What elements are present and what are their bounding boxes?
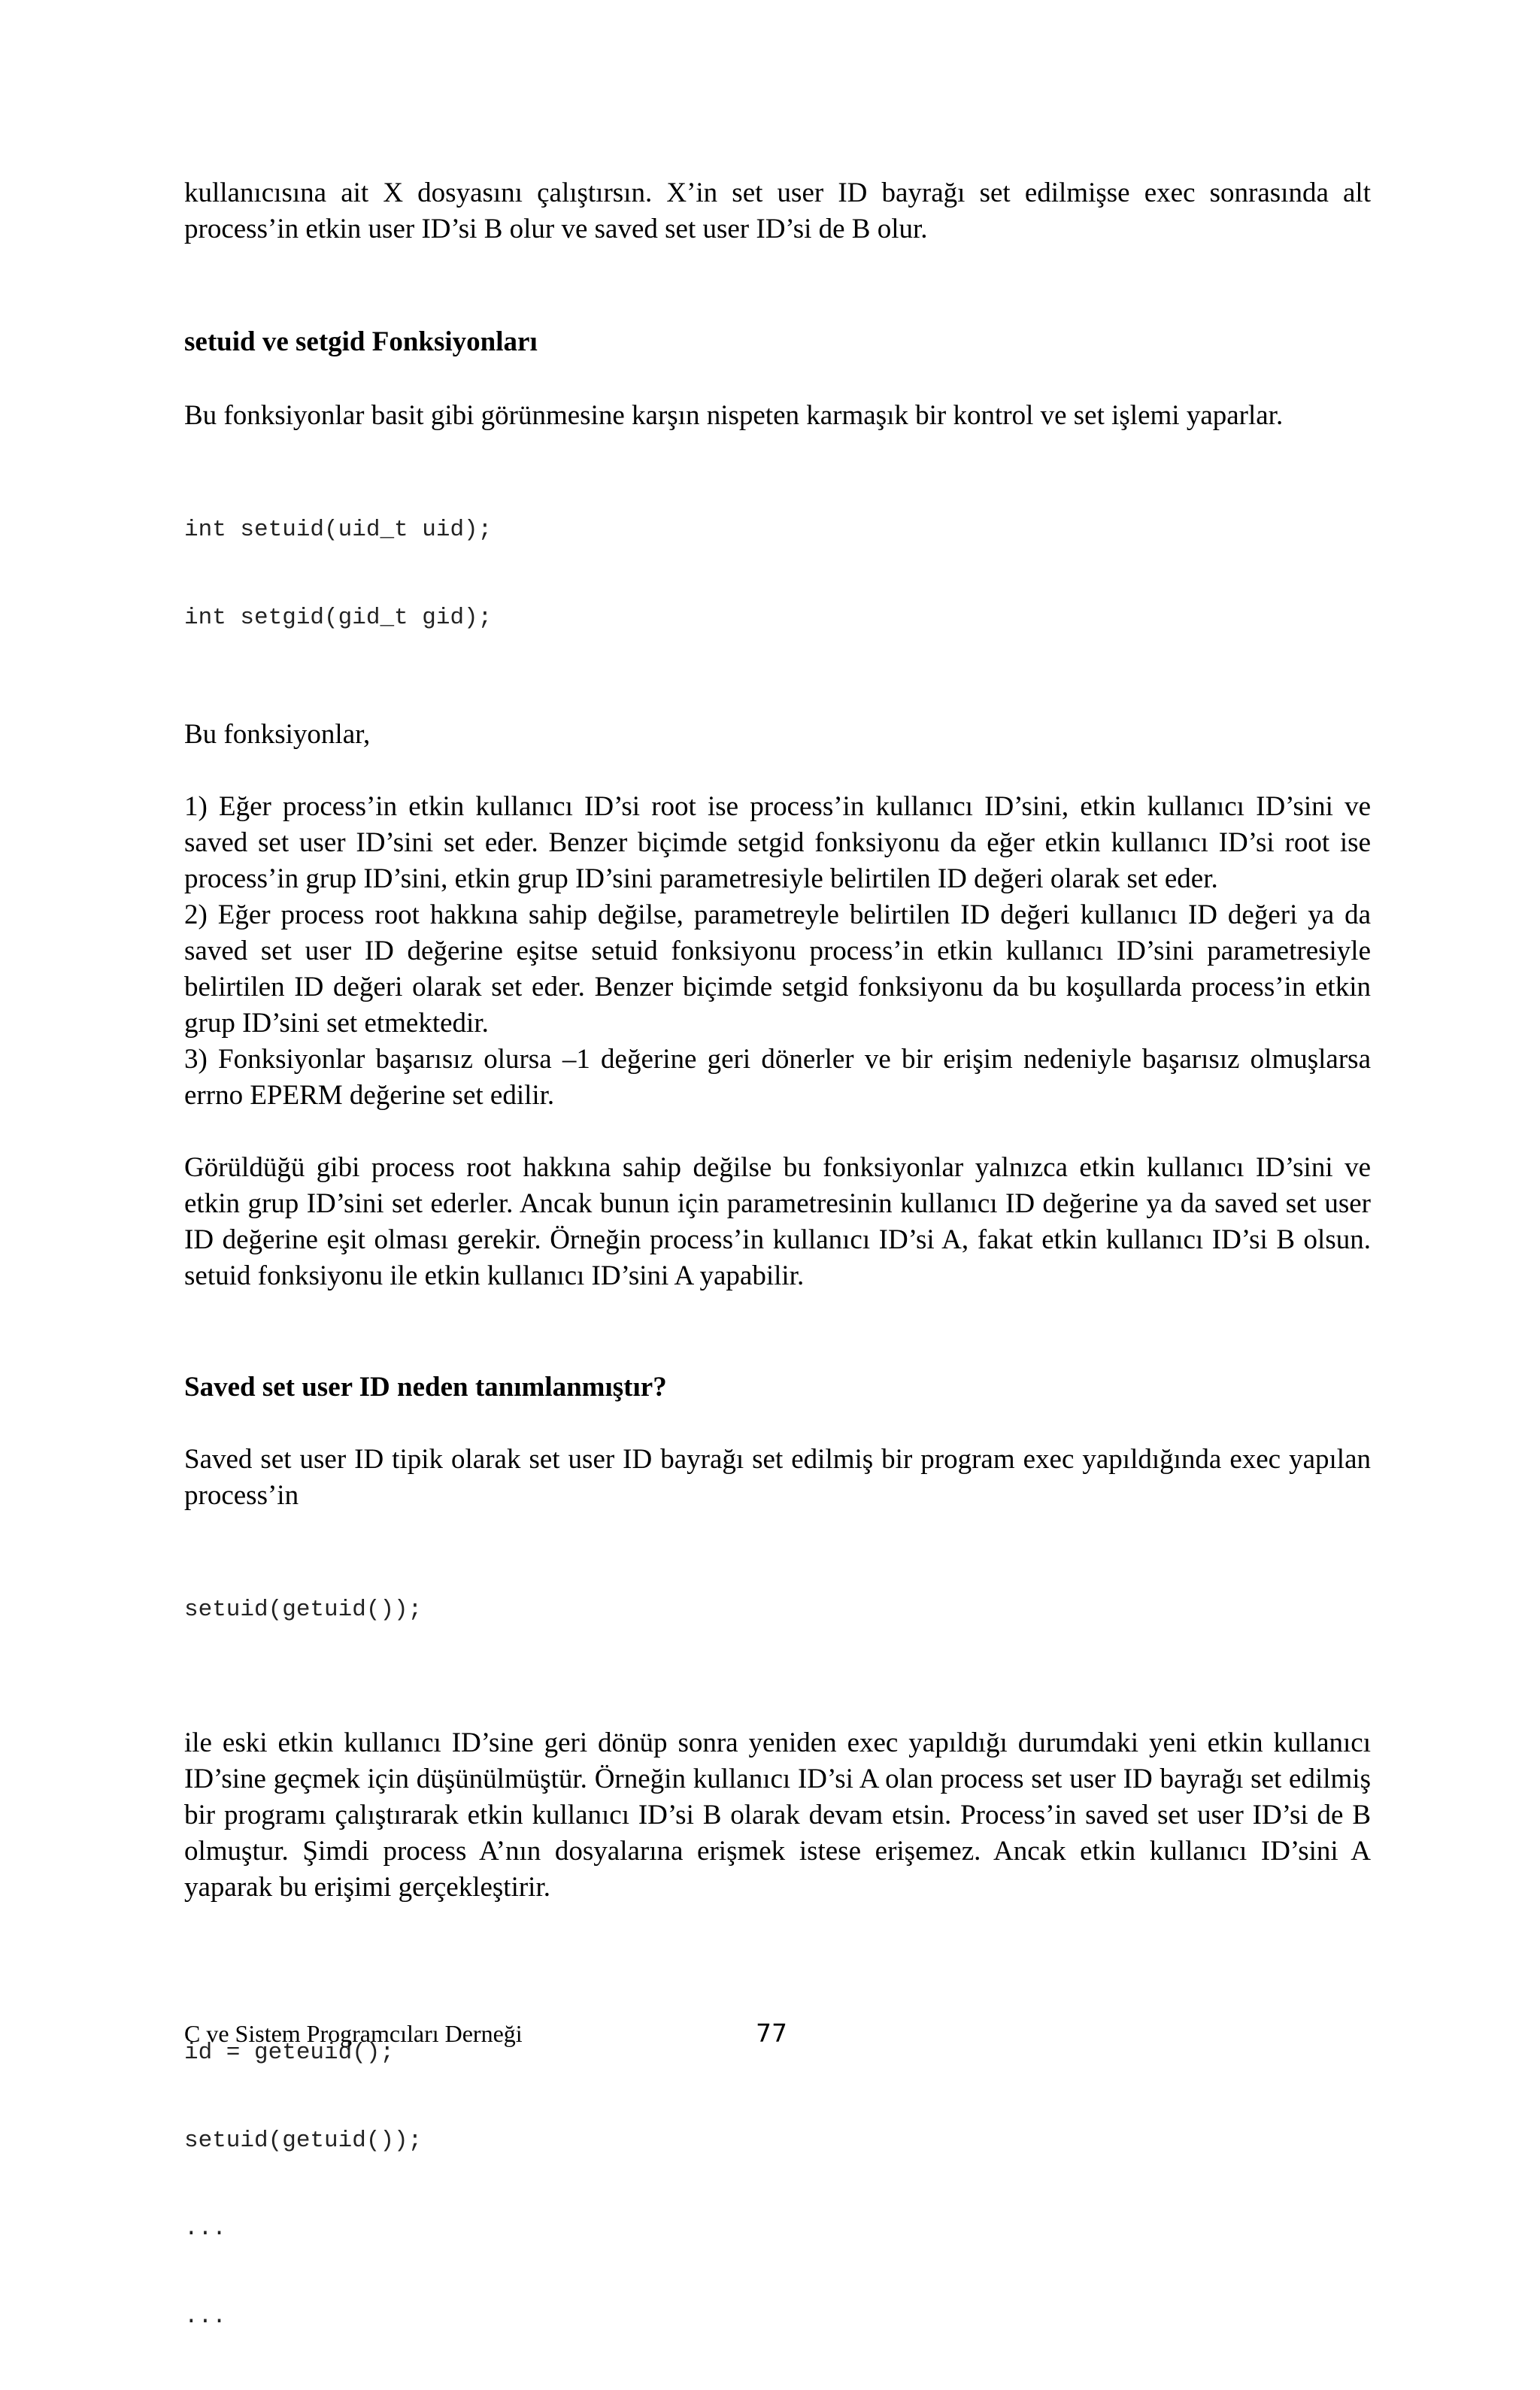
- code-line: ...: [184, 2304, 226, 2330]
- page-number: 77: [756, 2018, 787, 2048]
- section-heading-setuid-setgid: setuid ve setgid Fonksiyonları: [184, 326, 538, 357]
- section-heading-saved-set-user-id: Saved set user ID neden tanımlanmıştır?: [184, 1372, 667, 1403]
- paragraph: ile eski etkin kullanıcı ID’sine geri dönüp sonra yeniden exec yapıldığı durumdaki yeni etkin kullanıcı ID’sine geçmek için düşünülmüştür. Örneğin kullanıcı ID’si A olan process set user ID bayrağı set edilmiş bir programı çalıştırarak etkin kullanıcı ID’si B olarak devam etsin. Process’in saved set user ID’si de B olmuştur. Şimdi process A’nın dosyalarına erişmek istese erişemez. Ancak etkin kullanıcı ID’sini A yaparak bu erişimi gerçekleştirir.: [184, 1727, 1371, 1903]
- code-line: ...: [184, 2216, 226, 2242]
- page-content: [184, 175, 1371, 2390]
- footer-organization: C ve Sistem Programcıları Derneği: [184, 2020, 523, 2047]
- code-line: id = geteuid();: [184, 2040, 395, 2066]
- code-line: int setgid(gid_t gid);: [184, 605, 493, 631]
- list-item: 1) Eğer process’in etkin kullanıcı ID’si root ise process’in kullanıcı ID’sini, etkin kullanıcı ID’sini ve saved set user ID’sini set eder. Benzer biçimde setgid fonksiyonu da eğer etkin kullanıcı ID’si root ise process’in grup ID’sini, etkin grup ID’sini parametresiyle belirtilen ID değeri olarak set eder.: [184, 791, 1371, 894]
- list-item: 2) Eğer process root hakkına sahip değilse, parametreyle belirtilen ID değeri kullanıcı ID değeri ya da saved set user ID değerine eşitse setuid fonksiyonu process’in etkin kullanıcı ID’sini parametresiyle belirtilen ID değeri olarak set eder. Benzer biçimde setgid fonksiyonu da bu koşullarda process’in etkin grup ID’sini set etmektedir.: [184, 899, 1371, 1039]
- page-footer: [184, 2017, 1371, 2055]
- code-block-prototypes: [184, 456, 1371, 691]
- code-line: int setuid(uid_t uid);: [184, 517, 493, 543]
- paragraph: Saved set user ID tipik olarak set user ID bayrağı set edilmiş bir program exec yapıldığında exec yapılan process’in: [184, 1444, 1371, 1511]
- paragraph: Görüldüğü gibi process root hakkına sahip değilse bu fonksiyonlar yalnızca etkin kullanıcı ID’sini ve etkin grup ID’sini set ederler. Ancak bunun için parametresinin kullanıcı ID değerine ya da saved set user ID değerine eşit olması gerekir. Örneğin process’in kullanıcı ID’si A, fakat etkin kullanıcı ID’si B olsun. setuid fonksiyonu ile etkin kullanıcı ID’sini A yapabilir.: [184, 1152, 1371, 1291]
- code-line: setuid(getuid());: [184, 2128, 423, 2154]
- paragraph: Bu fonksiyonlar,: [184, 719, 371, 750]
- list-item: 3) Fonksiyonlar başarısız olursa –1 değerine geri dönerler ve bir erişim nedeniyle başarısız olmuşlarsa errno EPERM değerine set edilir.: [184, 1044, 1371, 1111]
- paragraph: Bu fonksiyonlar basit gibi görünmesine karşın nispeten karmaşık bir kontrol ve set işlemi yaparlar.: [184, 400, 1284, 431]
- code-block-setuid-call: [184, 1536, 1371, 1683]
- code-line: setuid(getuid());: [184, 1597, 423, 1623]
- paragraph: kullanıcısına ait X dosyasını çalıştırsın. X’in set user ID bayrağı set edilmişse exec sonrasında alt process’in etkin user ID’si B olur ve saved set user ID’si de B olur.: [184, 177, 1371, 244]
